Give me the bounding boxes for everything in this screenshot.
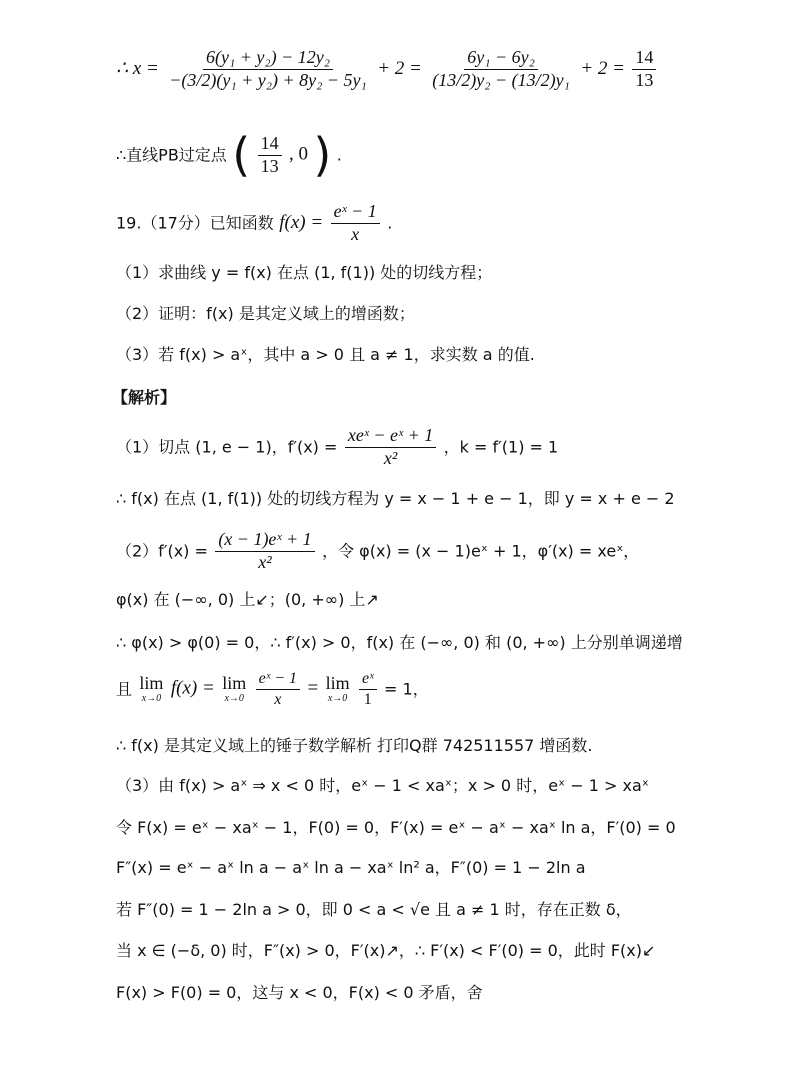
line-10 — [116, 530, 639, 573]
left-paren: ( — [232, 128, 251, 182]
line-4: （1）求曲线 y = f(x) 在点 (1, f(1)) 处的切线方程； — [116, 263, 493, 282]
limit-fraction-2 — [359, 670, 377, 708]
line-13-eq: = — [307, 677, 319, 699]
line-13-mid: f(x) = — [170, 677, 215, 699]
point-fraction-denominator: 13 — [260, 155, 279, 176]
point-fraction-numerator: 14 — [258, 134, 282, 156]
limit-3-subscript: x→0 — [327, 693, 348, 705]
line-15: （3）由 f(x) > aˣ ⇒ x < 0 时，eˣ − 1 < xaˣ；x > 0 时，eˣ − 1 > xaˣ — [116, 776, 649, 795]
limit-fraction-2-denominator: 1 — [363, 690, 372, 708]
line-2-text: ∴直线PB过定点 — [116, 145, 227, 165]
line-10-post: ，令 φ(x) = (x − 1)eˣ + 1，φ′(x) = xeˣ， — [322, 541, 640, 561]
fraction-2 — [429, 48, 573, 91]
line-1-mid: + 2 = — [377, 57, 422, 79]
derivative-fraction-1 — [345, 426, 436, 469]
fx-fraction-denominator: x — [351, 223, 360, 244]
fraction-1 — [166, 48, 370, 91]
fx-fraction — [331, 202, 380, 245]
line-8-pre: （1）切点 (1, e − 1)，f′(x) = — [116, 437, 338, 457]
line-13-post: = 1， — [384, 679, 429, 699]
limit-fraction-1-numerator: eˣ − 1 — [256, 670, 300, 690]
limit-1 — [139, 674, 163, 704]
line-3-fx: f(x) = — [279, 211, 324, 233]
limit-2 — [222, 674, 246, 704]
fraction-result — [632, 48, 656, 91]
fraction-result-denominator: 13 — [635, 69, 654, 90]
limit-3-word: lim — [325, 673, 350, 694]
line-8-post: ，k = f′(1) = 1 — [443, 437, 559, 457]
line-1-tail: + 2 = — [580, 57, 625, 79]
fraction-2-numerator: 6y₁ − 6y₂ — [464, 48, 538, 70]
right-paren: ) — [313, 128, 332, 182]
fraction-1-denominator: −(3/2)(y₁ + y₂) + 8y₂ − 5y₁ — [169, 69, 367, 90]
line-2-end: . — [336, 145, 342, 165]
analysis-heading: 【解析】 — [112, 388, 177, 407]
derivative-fraction-2-numerator: (x − 1)eˣ + 1 — [215, 530, 314, 552]
limit-2-word: lim — [222, 673, 247, 694]
fraction-1-numerator: 6(y₁ + y₂) − 12y₂ — [203, 48, 333, 70]
line-16: 令 F(x) = eˣ − xaˣ − 1，F(0) = 0，F′(x) = eˣ − aˣ − xaˣ ln a，F′(0) = 0 — [116, 818, 676, 837]
line-2 — [116, 128, 342, 182]
line-13-pre: 且 — [116, 679, 133, 699]
line-8 — [116, 426, 558, 469]
line-14: ∴ f(x) 是其定义域上的锤子数学解析 打印Q群 742511557 增函数. — [116, 736, 593, 755]
limit-fraction-2-numerator: eˣ — [359, 670, 377, 690]
line-12: ∴ φ(x) > φ(0) = 0，∴ f′(x) > 0，f(x) 在 (−∞, 0) 和 (0, +∞) 上分别单调递增 — [116, 633, 683, 652]
line-17: F″(x) = eˣ − aˣ ln a − aˣ ln a − xaˣ ln² a，F″(0) = 1 − 2ln a — [116, 858, 586, 877]
derivative-fraction-2-denominator: x² — [258, 551, 272, 572]
limit-2-subscript: x→0 — [224, 693, 244, 705]
line-1-prefix: ∴ x = — [116, 57, 159, 79]
line-3 — [116, 202, 392, 245]
line-6: （3）若 f(x) > aˣ，其中 a > 0 且 a ≠ 1，求实数 a 的值. — [116, 345, 535, 364]
line-19: 当 x ∈ (−δ, 0) 时，F″(x) > 0，F′(x)↗，∴ F′(x) < F′(0) = 0，此时 F(x)↙ — [116, 941, 656, 960]
line-18: 若 F″(0) = 1 − 2ln a > 0，即 0 < a < √e 且 a ≠ 1 时，存在正数 δ， — [116, 900, 632, 919]
point-tail: , 0 — [288, 143, 308, 165]
derivative-fraction-1-denominator: x² — [383, 447, 398, 468]
derivative-fraction-2 — [215, 530, 314, 573]
line-11: φ(x) 在 (−∞, 0) 上↙；(0, +∞) 上↗ — [116, 590, 379, 609]
limit-fraction-1-denominator: x — [274, 690, 282, 708]
fraction-2-denominator: (13/2)y₂ − (13/2)y₁ — [432, 69, 570, 90]
line-5: （2）证明：f(x) 是其定义域上的增函数； — [116, 304, 415, 323]
fx-fraction-numerator: eˣ − 1 — [331, 202, 380, 224]
limit-fraction-1 — [256, 670, 300, 708]
limit-3 — [326, 674, 350, 704]
line-3-end: . — [387, 213, 393, 233]
line-9: ∴ f(x) 在点 (1, f(1)) 处的切线方程为 y = x − 1 + e − 1，即 y = x + e − 2 — [116, 489, 675, 508]
line-10-pre: （2）f′(x) = — [116, 541, 208, 561]
line-20: F(x) > F(0) = 0，这与 x < 0，F(x) < 0 矛盾，舍 — [116, 983, 483, 1002]
question-19-heading: 19.（17分）已知函数 — [116, 213, 274, 233]
line-1 — [116, 48, 658, 91]
line-13 — [116, 670, 429, 708]
limit-1-word: lim — [139, 673, 164, 694]
point-fraction — [258, 134, 282, 177]
derivative-fraction-1-numerator: xeˣ − eˣ + 1 — [345, 426, 436, 448]
limit-1-subscript: x→0 — [141, 693, 162, 705]
fraction-result-numerator: 14 — [632, 48, 656, 70]
